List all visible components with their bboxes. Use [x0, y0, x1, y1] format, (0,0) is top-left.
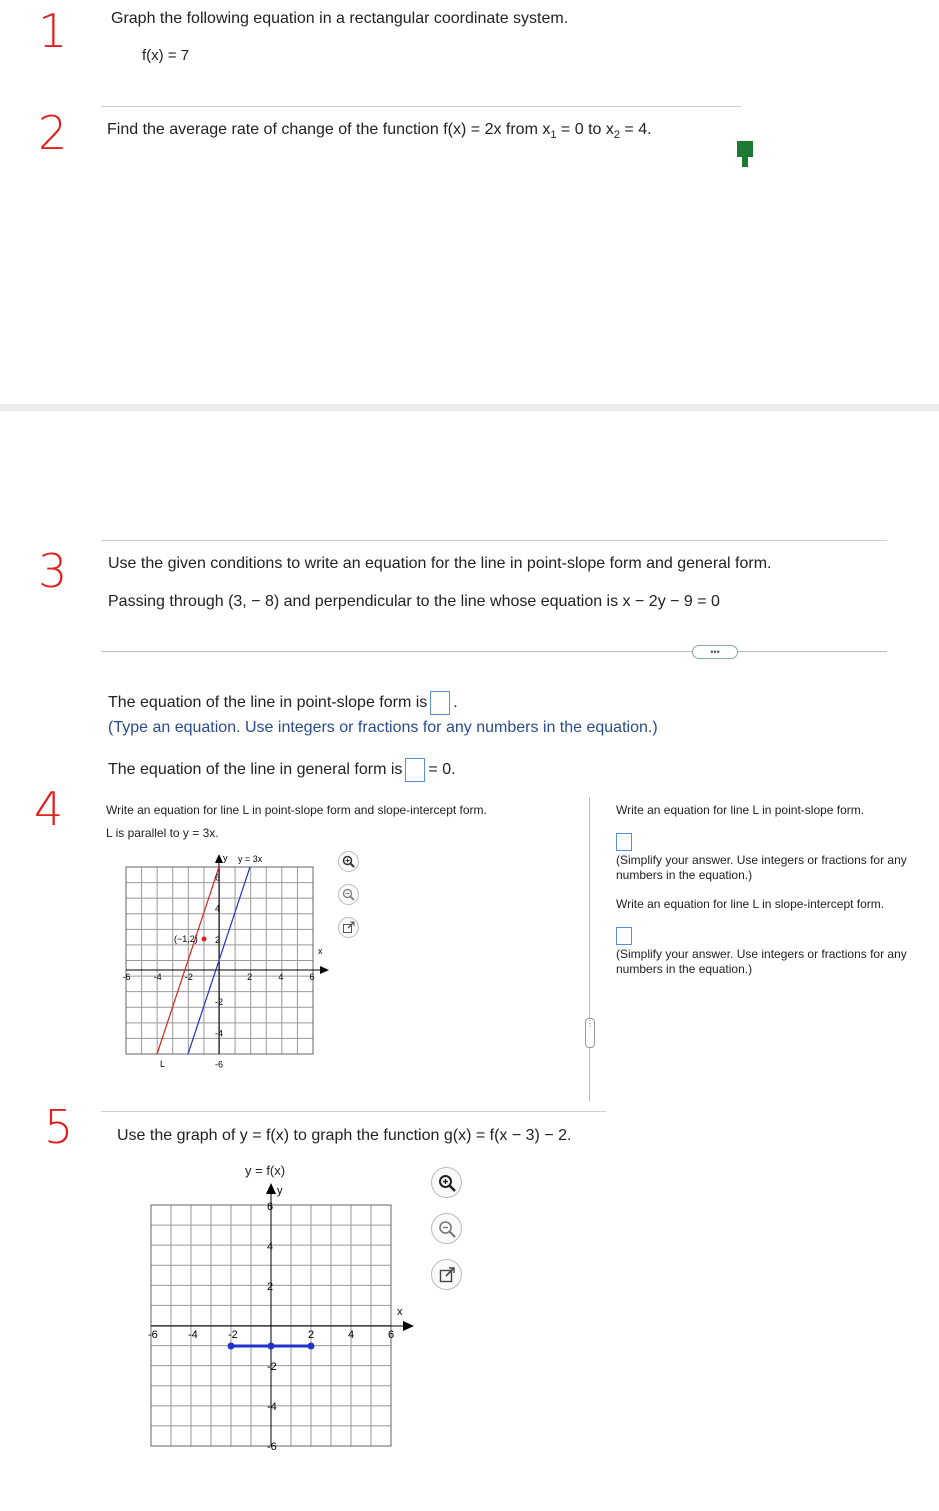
- zoom-out-icon: [438, 1220, 456, 1238]
- q4-xlabel: x: [318, 946, 323, 956]
- x-tick-label: 6: [388, 1329, 395, 1341]
- zoom-out-icon: [342, 888, 355, 901]
- more-button[interactable]: •••: [692, 645, 738, 659]
- label-2: 2: [38, 106, 68, 160]
- zoom-in-icon: [438, 1174, 456, 1192]
- y-axis-arrow-icon: [215, 854, 223, 863]
- popout-button[interactable]: [431, 1259, 462, 1290]
- general-form-answer-box[interactable]: [405, 758, 425, 782]
- q4-prompt: Write an equation for line L in point-slope form and slope-intercept form.: [106, 803, 487, 817]
- f-point-middle: [268, 1343, 275, 1350]
- q4-right-hint2: (Simplify your answer. Use integers or fractions for any numbers in the equation.): [616, 947, 907, 976]
- external-link-icon: [438, 1266, 456, 1284]
- y-tick-label: 6: [267, 1201, 274, 1213]
- zoom-in-button[interactable]: [431, 1167, 462, 1198]
- q5-graph-title: y = f(x): [245, 1163, 286, 1178]
- external-link-icon: [342, 921, 355, 934]
- point-minus1-2: [202, 937, 207, 942]
- pane-resize-handle[interactable]: ⋮: [585, 1018, 595, 1048]
- x-tick-label: 2: [308, 1329, 315, 1341]
- y-tick-label: 6: [215, 872, 221, 883]
- q4-point-label: (−1,2): [174, 934, 198, 944]
- zoom-in-icon: [342, 855, 355, 868]
- f-endpoint-right: [308, 1343, 315, 1350]
- y-tick-label: -6: [267, 1441, 277, 1453]
- zoom-out-button[interactable]: [431, 1213, 462, 1244]
- label-4: 4: [34, 782, 64, 836]
- q3-point-slope-row: The equation of the line in point-slope form is .: [108, 690, 458, 716]
- x-tick-label: -2: [228, 1329, 238, 1341]
- y-tick-label: -6: [215, 1059, 224, 1070]
- y-tick-label: 4: [267, 1241, 274, 1253]
- x-tick-label: -2: [184, 972, 193, 982]
- x-tick-label: 6: [309, 972, 315, 982]
- label-3: 3: [38, 544, 68, 598]
- q5-graph: [140, 1178, 420, 1453]
- label-1: 1: [38, 4, 68, 58]
- section-separator: [0, 404, 939, 411]
- y-tick-label: -2: [267, 1361, 277, 1373]
- q5-prompt: Use the graph of y = f(x) to graph the function g(x) = f(x − 3) − 2.: [117, 1127, 572, 1144]
- y-tick-label: -4: [215, 1028, 224, 1039]
- q4-curve-label: y = 3x: [238, 854, 263, 864]
- point-slope-answer-box[interactable]: [430, 691, 450, 715]
- q3-condition: Passing through (3, − 8) and perpendicular to the line whose equation is x − 2y − 9 = 0: [108, 593, 720, 610]
- y-tick-label: 2: [267, 1281, 274, 1293]
- q2-prompt: Find the average rate of change of the function f(x) = 2x from $x_1 = 0$ to $x_2 = 4$.: [107, 121, 652, 142]
- x-axis-arrow-icon: [320, 966, 329, 974]
- y-tick-label: -4: [267, 1401, 277, 1413]
- q1-equation: f(x) = 7: [142, 47, 190, 64]
- slope-point-answer-box[interactable]: [616, 833, 632, 851]
- divider: [101, 540, 887, 541]
- x-tick-label: 4: [348, 1329, 355, 1341]
- x-tick-label: -6: [122, 972, 131, 982]
- y-tick-label: 2: [215, 934, 221, 945]
- q5-ylabel: y: [277, 1185, 283, 1197]
- slope-intercept-answer-box[interactable]: [616, 927, 632, 945]
- q1-prompt: Graph the following equation in a rectangular coordinate system.: [111, 10, 569, 27]
- q4-condition: L is parallel to y = 3x.: [106, 826, 219, 840]
- y-tick-label: 4: [215, 903, 221, 914]
- q3-general-row: The equation of the line in general form is = 0.: [108, 757, 456, 783]
- x-tick-label: -6: [148, 1329, 158, 1341]
- q4-line-label: L: [160, 1059, 166, 1069]
- x-tick-label: -4: [188, 1329, 198, 1341]
- y-axis-arrow-icon: [266, 1183, 276, 1194]
- green-marker-icon: [736, 140, 754, 170]
- x-tick-label: -4: [153, 972, 162, 982]
- divider: [101, 651, 887, 652]
- pane-divider: [589, 797, 590, 1101]
- q4-ylabel: y: [223, 853, 228, 863]
- q5-xlabel: x: [397, 1306, 403, 1318]
- q4-right-hint1: (Simplify your answer. Use integers or fractions for any numbers in the equation.): [616, 853, 907, 882]
- x-tick-label: 2: [247, 972, 253, 982]
- f-endpoint-left: [228, 1343, 235, 1350]
- x-axis-arrow-icon: [403, 1321, 414, 1331]
- zoom-in-button[interactable]: [338, 851, 359, 872]
- q3-hint: (Type an equation. Use integers or fractions for any numbers in the equation.): [108, 719, 658, 736]
- q4-right-prompt2: Write an equation for line L in slope-intercept form.: [616, 897, 885, 911]
- zoom-out-button[interactable]: [338, 884, 359, 905]
- label-5: 5: [44, 1100, 74, 1154]
- popout-button[interactable]: [338, 917, 359, 938]
- q4-right-prompt1: Write an equation for line L in point-slope form.: [616, 803, 865, 817]
- y-tick-label: -2: [215, 997, 224, 1008]
- x-tick-label: 4: [278, 972, 284, 982]
- divider: [101, 1111, 606, 1112]
- q4-graph: [115, 850, 335, 1072]
- divider: [101, 106, 741, 107]
- q3-prompt: Use the given conditions to write an equation for the line in point-slope form and general form.: [108, 555, 772, 572]
